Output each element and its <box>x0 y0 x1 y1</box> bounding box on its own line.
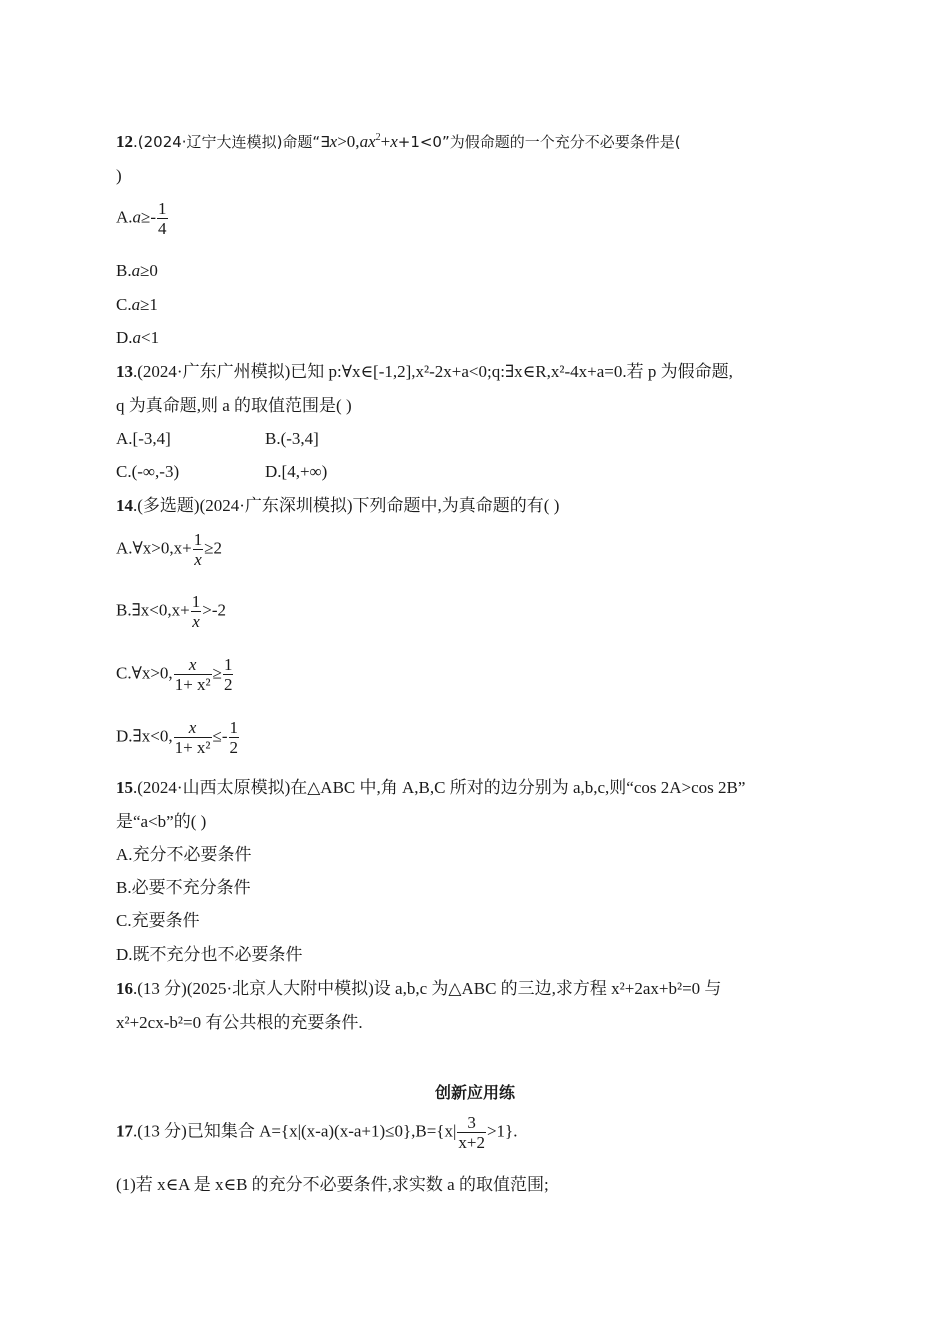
q12-option-a <box>116 199 169 238</box>
q12-option-a-denominator: 4 <box>158 219 167 238</box>
q14-option-a-post: ≥2 <box>204 538 223 558</box>
q13-option-d: D.[4,+∞) <box>265 462 328 481</box>
q16-stem-text: .(13 分)(2025·北京人大附中模拟)设 a,b,c 为△ABC 的三边,求方程 x²+2ax+b²=0 与 <box>133 979 722 998</box>
q14-option-d-denominator: 1+ x² <box>174 738 211 757</box>
q14-number: 14 <box>116 496 133 515</box>
q12-option-b <box>116 261 158 281</box>
q14-option-a-numerator: 1 <box>193 530 203 549</box>
q12-number: 12 <box>116 132 133 151</box>
q12-stem-text-g: x <box>390 132 398 151</box>
q17-fraction-denominator: x+2 <box>458 1133 485 1152</box>
q12-option-a-var: a <box>132 207 142 227</box>
q12-stem-text-d: ax <box>359 132 376 151</box>
q13-option-b: B.(-3,4] <box>265 429 319 448</box>
q13-option-a: A.[-3,4] <box>116 429 171 448</box>
q14-option-c-rel: ≥ <box>212 663 222 683</box>
q12-stem-text-c: >0, <box>337 132 360 151</box>
q17-part1: (1)若 x∈A 是 x∈B 的充分不必要条件,求实数 a 的取值范围; <box>116 1175 549 1194</box>
q15-stem-line1 <box>116 778 745 798</box>
q14-option-a <box>116 530 222 569</box>
q14-option-c-fraction <box>174 655 212 694</box>
q15-option-c: C.充要条件 <box>116 911 200 930</box>
q12-option-a-label: A. <box>116 207 133 227</box>
q16-number: 16 <box>116 979 133 998</box>
section-title: 创新应用练 <box>434 1083 515 1102</box>
q13-option-c: C.(-∞,-3) <box>116 462 180 481</box>
q12-option-c-rest: ≥1 <box>140 295 158 314</box>
q14-option-c-pre: C.∀x>0, <box>116 663 173 683</box>
q12-option-d-rest: <1 <box>141 328 160 347</box>
q14-option-b-pre: B.∃x<0,x+ <box>116 600 190 620</box>
q15-stem-line2: 是“a<b”的( ) <box>116 812 207 831</box>
q14-option-b-numerator: 1 <box>191 592 201 611</box>
q14-option-d-fraction2 <box>229 718 240 757</box>
q14-option-c-fraction2 <box>223 655 234 694</box>
q12-option-c <box>116 295 158 315</box>
q14-option-b-denominator: x <box>192 612 200 631</box>
q14-option-d <box>116 718 240 757</box>
q15-stem-text: .(2024·山西太原模拟)在△ABC 中,角 A,B,C 所对的边分别为 a,b,c,则“cos 2A>cos 2B” <box>133 778 746 797</box>
q12-stem-text-h: +1<0”为假命题的一个充分不必要条件是( <box>397 133 681 151</box>
q14-option-b-fraction <box>191 592 202 631</box>
q15-option-d: D.既不充分也不必要条件 <box>116 945 303 964</box>
q12-close-paren: ) <box>116 166 122 185</box>
q12-option-b-rest: ≥0 <box>140 261 158 280</box>
q14-option-a-pre: A.∀x>0,x+ <box>116 538 192 558</box>
q14-stem-text: .(多选题)(2024·广东深圳模拟)下列命题中,为真命题的有( ) <box>133 496 560 515</box>
q14-option-b <box>116 592 226 631</box>
q14-option-c-denominator: 1+ x² <box>174 675 211 694</box>
q12-stem-exponent: 2 <box>375 132 381 143</box>
q12-option-c-var: a <box>131 295 141 314</box>
q12-source: .(2024·辽宁大连模拟) <box>133 133 283 151</box>
q13-stem-line1 <box>116 362 733 382</box>
q17-fraction-numerator: 3 <box>457 1113 486 1133</box>
q12-option-d <box>116 328 159 348</box>
q17-stem-post: >1}. <box>486 1121 518 1141</box>
q17-stem-pre: .(13 分)已知集合 A={x|(x-a)(x-a+1)≤0},B={x| <box>133 1121 457 1141</box>
q14-option-c-denominator2: 2 <box>223 675 233 694</box>
q12-option-d-label: D. <box>116 328 133 347</box>
q14-option-d-rel: ≤- <box>212 726 228 746</box>
q12-option-b-var: a <box>131 261 141 280</box>
q14-option-c <box>116 655 234 694</box>
q14-stem <box>116 496 559 516</box>
q13-number: 13 <box>116 362 133 381</box>
q13-stem-text: .(2024·广东广州模拟)已知 p:∀x∈[-1,2],x²-2x+a<0;q:∃x∈R,x²-4x+a=0.若 p 为假命题, <box>133 362 733 381</box>
q12-option-c-label: C. <box>116 295 132 314</box>
q17-stem <box>116 1113 517 1152</box>
q12-option-d-var: a <box>132 328 142 347</box>
q14-option-d-pre: D.∃x<0, <box>116 726 173 746</box>
q16-stem-line1 <box>116 979 721 999</box>
q12-option-a-numerator: 1 <box>158 199 167 218</box>
q13-stem-line2: q 为真命题,则 a 的取值范围是( ) <box>116 396 352 415</box>
q14-option-a-fraction <box>193 530 204 569</box>
q15-number: 15 <box>116 778 133 797</box>
q14-option-b-post: >-2 <box>202 600 226 620</box>
q12-stem-text-b: x <box>329 132 338 151</box>
q14-option-c-numerator2: 1 <box>223 655 233 674</box>
q12-option-a-rel: ≥- <box>141 207 157 227</box>
q16-stem-line2: x²+2cx-b²=0 有公共根的充要条件. <box>116 1013 363 1032</box>
q15-option-a: A.充分不必要条件 <box>116 845 252 864</box>
q15-option-b: B.必要不充分条件 <box>116 878 251 897</box>
q17-number: 17 <box>116 1121 133 1141</box>
q14-option-d-denominator2: 2 <box>229 738 239 757</box>
q14-option-c-numerator: x <box>174 655 212 675</box>
q12-stem-text-f: + <box>380 132 391 151</box>
q14-option-d-numerator2: 1 <box>229 718 239 737</box>
q14-option-d-fraction <box>174 718 212 757</box>
q12-stem <box>116 132 681 152</box>
q12-option-b-label: B. <box>116 261 132 280</box>
q14-option-d-numerator: x <box>174 718 212 738</box>
q12-stem-text-a: 命题“∃ <box>282 133 330 151</box>
q12-option-a-fraction <box>157 199 168 238</box>
q14-option-a-denominator: x <box>194 550 202 569</box>
q17-fraction <box>457 1113 486 1152</box>
